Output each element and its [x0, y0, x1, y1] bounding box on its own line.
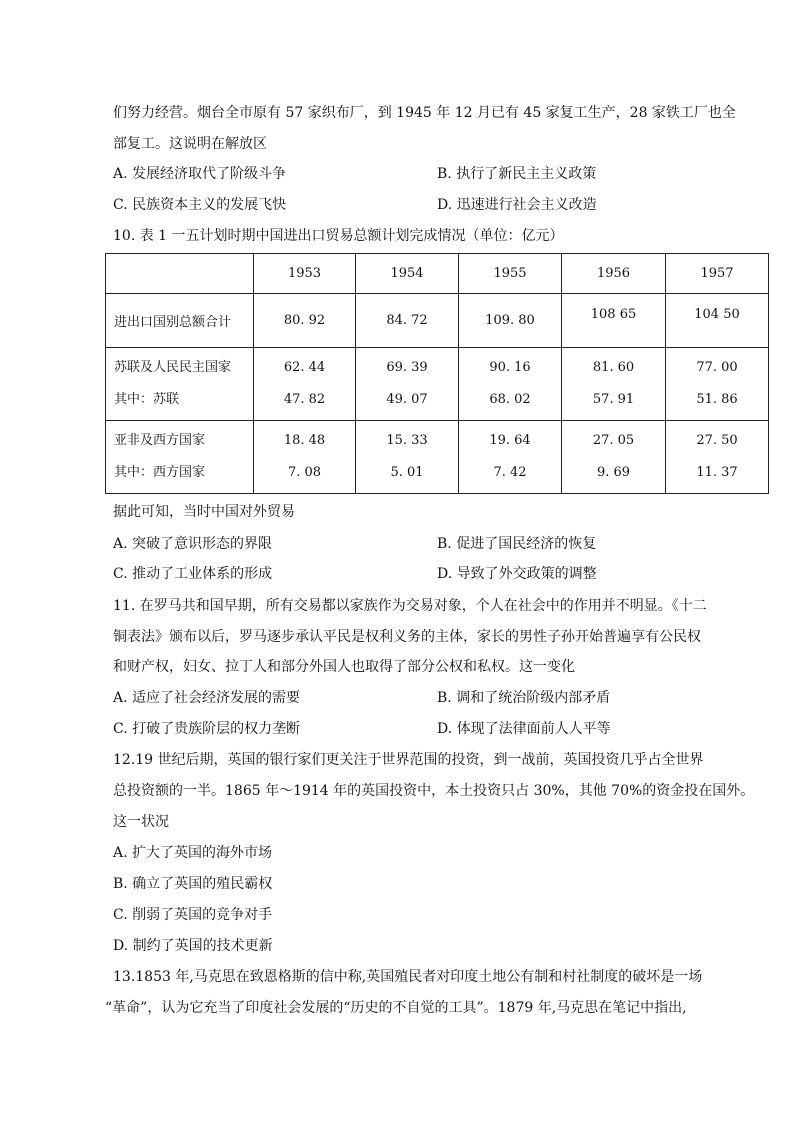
q13-text-line-1: 13.1853 年,马克思在致恩格斯的信中称,英国殖民者对印度土地公有制和村社制度的破坏是一场 [113, 969, 703, 985]
q11-text-line-2: 铜表法》颁布以后，罗马逐步承认平民是权利义务的主体，家长的男性子孙开始普遍享有公民权 [113, 629, 701, 645]
cell-value: 57. 91 [592, 392, 635, 407]
q11-option-b: B. 调和了统治阶级内部矛盾 [437, 690, 611, 706]
q12-option-a: A. 扩大了英国的海外市场 [113, 845, 273, 861]
q9-option-c: C. 民族资本主义的发展飞快 [113, 197, 287, 213]
q10-option-d: D. 导致了外交政策的调整 [437, 566, 597, 582]
table-corner-cell [106, 254, 254, 294]
row-label-sub: 其中：西方国家 [114, 465, 206, 480]
table-cell: 80. 92 [254, 294, 356, 348]
q9-text-line-1: 们努力经营。烟台全市原有 57 家织布厂，到 1945 年 12 月已有 45 家复工生产，28 家铁工厂也全 [113, 105, 736, 121]
cell-value: 9. 69 [596, 465, 631, 480]
trade-table [105, 253, 769, 494]
year-header: 1955 [459, 254, 562, 294]
q10-option-b: B. 促进了国民经济的恢复 [437, 536, 597, 552]
table-header-row [106, 254, 769, 294]
cell-value: 7. 42 [493, 465, 527, 480]
q12-text-line-3: 这一状况 [113, 814, 169, 830]
table-cell: 109. 80 [459, 294, 562, 348]
cell-value: 69. 39 [386, 360, 428, 375]
q12-option-d: D. 制约了英国的技术更新 [113, 938, 273, 954]
q12-text-line-2: 总投资额的一半。1865 年～1914 年的英国投资中，本土投资只占 30%，其他 70%的资金投在国外。 [113, 783, 755, 799]
row-label-sub: 其中：苏联 [114, 392, 180, 407]
q9-option-a: A. 发展经济取代了阶级斗争 [113, 166, 287, 182]
table-cell [254, 348, 356, 421]
table-cell: 104 50 [666, 294, 769, 348]
cell-value: 19. 64 [489, 433, 531, 448]
q11-option-d: D. 体现了法律面前人人平等 [437, 721, 611, 737]
q11-text-line-1: 11. 在罗马共和国早期，所有交易都以家族作为交易对象，个人在社会中的作用并不明显。《十二 [113, 598, 707, 614]
cell-value: 51. 86 [696, 392, 738, 407]
q10-after-text: 据此可知，当时中国对外贸易 [113, 504, 295, 520]
q10-option-a: A. 突破了意识形态的界限 [113, 536, 273, 552]
cell-value: 11. 37 [696, 465, 738, 480]
cell-value: 49. 07 [386, 392, 428, 407]
q9-option-b: B. 执行了新民主主义政策 [437, 166, 597, 182]
table-row-soviet [106, 348, 769, 421]
q11-option-c: C. 打破了贵族阶层的权力垄断 [113, 721, 301, 737]
cell-value: 27. 05 [592, 433, 635, 448]
cell-value: 18. 48 [283, 433, 326, 448]
table-cell [459, 348, 562, 421]
cell-value: 5. 01 [390, 465, 424, 480]
cell-value: 27. 50 [696, 433, 738, 448]
table-cell [666, 421, 769, 494]
cell-value: 81. 60 [592, 360, 635, 375]
year-header: 1954 [356, 254, 459, 294]
cell-value: 47. 82 [283, 392, 326, 407]
table-cell [666, 348, 769, 421]
cell-value: 68. 02 [489, 392, 531, 407]
cell-value: 7. 08 [287, 465, 322, 480]
table-row-west [106, 421, 769, 494]
q12-option-b: B. 确立了英国的殖民霸权 [113, 876, 273, 892]
q9-option-d: D. 迅速进行社会主义改造 [437, 197, 597, 213]
q12-text-line-1: 12.19 世纪后期，英国的银行家们更关注于世界范围的投资，到一战前，英国投资几乎占全世界 [113, 752, 704, 768]
row-label [106, 348, 254, 421]
year-header: 1957 [666, 254, 769, 294]
q10-stem: 10. 表 1 一五计划时期中国进出口贸易总额计划完成情况（单位：亿元） [113, 228, 564, 244]
q9-text-line-2: 部复工。这说明在解放区 [113, 136, 267, 152]
cell-value: 15. 33 [386, 433, 428, 448]
table-cell [356, 348, 459, 421]
table-cell [356, 421, 459, 494]
table-row-total [106, 294, 769, 348]
cell-value: 62. 44 [283, 360, 326, 375]
table-cell [562, 348, 666, 421]
year-header: 1953 [254, 254, 356, 294]
table-cell: 84. 72 [356, 294, 459, 348]
q11-text-line-3: 和财产权，妇女、拉丁人和部分外国人也取得了部分公权和私权。这一变化 [113, 659, 575, 675]
row-label [106, 421, 254, 494]
table-cell [562, 421, 666, 494]
table-cell [459, 421, 562, 494]
cell-value: 77. 00 [696, 360, 738, 375]
q10-option-c: C. 推动了工业体系的形成 [113, 566, 273, 582]
row-label: 进出口国别总额合计 [106, 294, 254, 348]
table-cell [254, 421, 356, 494]
table-cell: 108 65 [562, 294, 666, 348]
q11-option-a: A. 适应了社会经济发展的需要 [113, 690, 301, 706]
row-label-main: 苏联及人民民主国家 [114, 360, 232, 375]
cell-value: 90. 16 [489, 360, 531, 375]
q12-option-c: C. 削弱了英国的竞争对手 [113, 907, 273, 923]
q13-text-line-2: “革命”，认为它充当了印度社会发展的“历史的不自觉的工具”。1879 年,马克思在笔记中指出, [105, 1000, 687, 1016]
year-header: 1956 [562, 254, 666, 294]
row-label-main: 亚非及西方国家 [114, 433, 206, 448]
